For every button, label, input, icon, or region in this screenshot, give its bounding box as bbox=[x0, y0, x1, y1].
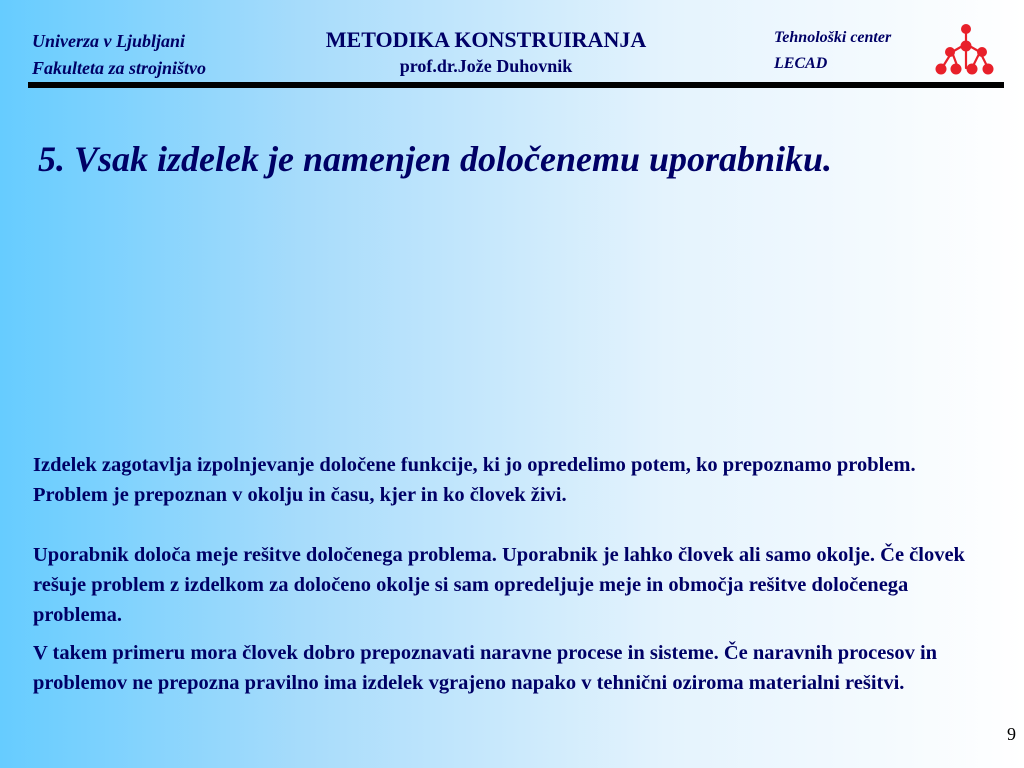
lecad-tree-logo-icon bbox=[932, 22, 996, 78]
slide-body bbox=[33, 450, 995, 698]
slide-header bbox=[0, 0, 1024, 92]
faculty-name: Fakulteta za strojništvo bbox=[32, 58, 207, 78]
center-acronym: LECAD bbox=[774, 55, 828, 72]
course-block bbox=[290, 26, 682, 78]
center-block bbox=[774, 25, 891, 77]
paragraph-2: Uporabnik določa meje rešitve določenega problema. Uporabnik je lahko človek ali samo okolje. Če človek rešuje problem z izdelkom za določeno okolje si sam opredeljuje meje in območja rešitve določenega problema. bbox=[33, 544, 965, 626]
course-title: METODIKA KONSTRUIRANJA bbox=[325, 27, 647, 52]
paragraph-3: V takem primeru mora človek dobro prepoznavati naravne procese in sisteme. Če naravnih procesov in problemov ne prepozna pravilno ima izdelek vgrajeno napako v tehnični oziroma materialni rešitvi. bbox=[33, 642, 938, 694]
professor-name: prof.dr.Jože Duhovnik bbox=[399, 56, 573, 76]
center-name: Tehnološki center bbox=[774, 29, 892, 46]
institution-block bbox=[32, 28, 206, 82]
slide-title: 5. Vsak izdelek je namenjen določenemu uporabniku. bbox=[38, 139, 833, 179]
university-name: Univerza v Ljubljani bbox=[32, 31, 186, 51]
paragraph-1: Izdelek zagotavlja izpolnjevanje določene funkcije, ki jo opredelimo potem, ko prepoznamo problem. Problem je prepoznan v okolju in času, kjer in ko človek živi. bbox=[33, 454, 916, 506]
page-number: 9 bbox=[1007, 724, 1016, 744]
header-divider bbox=[28, 82, 1004, 88]
